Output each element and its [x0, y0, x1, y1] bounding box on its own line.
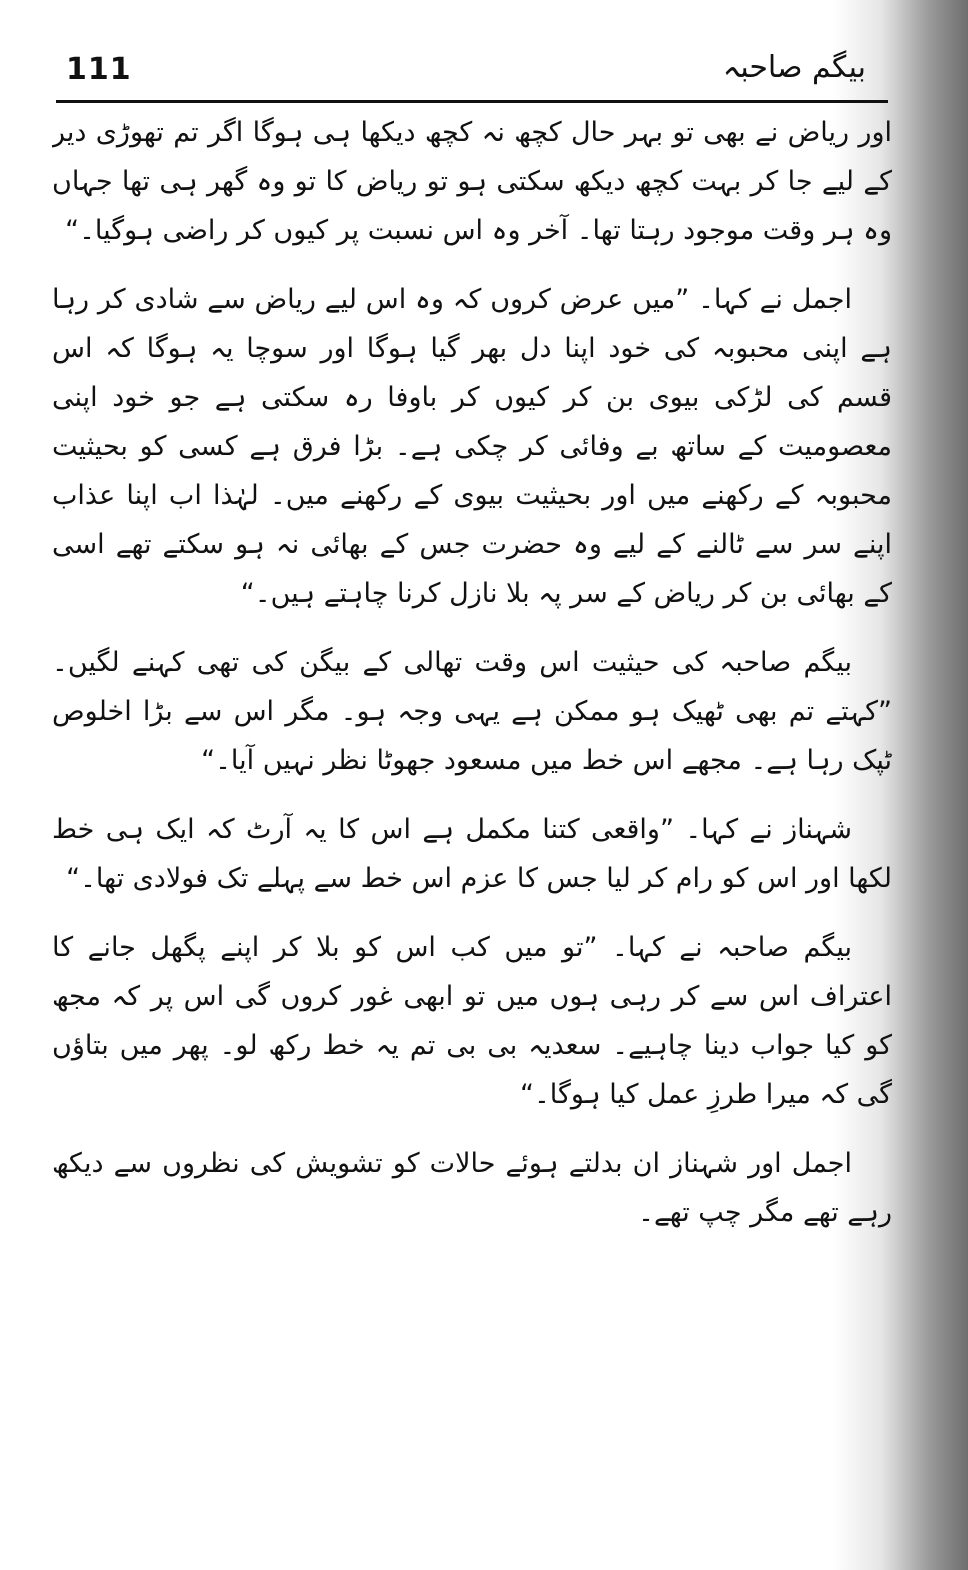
page-number: 111	[66, 52, 132, 87]
paragraph-2: اجمل نے کہا۔ ”میں عرض کروں کہ وہ اس لیے ریاض سے شادی کر رہا ہے اپنی محبوبہ کی خود اپنا دل بھر گیا ہوگا اور سوچا یہ ہوگا کہ اس قسم کی لڑکی بیوی بن کر کیوں کر باوفا رہ سکتی ہے جو خود اپنی معصومیت کے ساتھ بے وفائی کر چکی ہے۔ بڑا فرق ہے کسی کو بحیثیت محبوبہ کے رکھنے میں اور بحیثیت بیوی کے رکھنے میں۔ لہٰذا اب اپنا عذاب اپنے سر سے ٹالنے کے لیے وہ حضرت جس کے بھائی نہ ہو سکتے تھے اسی کے بھائی بن کر ریاض کے سر پہ بلا نازل کرنا چاہتے ہیں۔“	[52, 284, 892, 609]
page-header	[56, 40, 886, 100]
page-body	[52, 108, 892, 1548]
paragraph-5: بیگم صاحبہ نے کہا۔ ”تو میں کب اس کو بلا کر اپنے پگھل جانے کا اعتراف اس سے کر رہی ہوں میں تو ابھی غور کروں گی اس پر کہ مجھ کو کیا جواب دینا چاہیے۔ سعدیہ بی بی تم یہ خط رکھ لو۔ پھر میں بتاؤں گی کہ میرا طرزِ عمل کیا ہوگا۔“	[52, 932, 892, 1110]
paragraph-1: اور ریاض نے بھی تو بہر حال کچھ نہ کچھ دیکھا ہی ہوگا اگر تم تھوڑی دیر کے لیے جا کر بہت کچھ دیکھ سکتی ہو تو ریاض کا تو وہ گھر ہی تھا جہاں وہ ہر وقت موجود رہتا تھا۔ آخر وہ اس نسبت پر کیوں کر راضی ہوگیا۔“	[52, 117, 892, 246]
paragraph-4: شہناز نے کہا۔ ”واقعی کتنا مکمل ہے اس کا یہ آرٹ کہ ایک ہی خط لکھا اور اس کو رام کر لیا جس کا عزم اس خط سے پہلے تک فولادی تھا۔“	[52, 814, 892, 894]
paragraph-3: بیگم صاحبہ کی حیثیت اس وقت تھالی کے بیگن کی تھی کہنے لگیں۔ ”کہتے تم بھی ٹھیک ہو ممکن ہے یہی وجہ ہو۔ مگر اس سے بڑا اخلوص ٹپک رہا ہے۔ مجھے اس خط میں مسعود جھوٹا نظر نہیں آیا۔“	[52, 647, 892, 776]
running-title: بیگم صاحبہ	[722, 50, 866, 85]
paragraph-6: اجمل اور شہناز ان بدلتے ہوئے حالات کو تشویش کی نظروں سے دیکھ رہے تھے مگر چپ تھے۔	[52, 1148, 892, 1228]
header-divider	[56, 100, 888, 103]
